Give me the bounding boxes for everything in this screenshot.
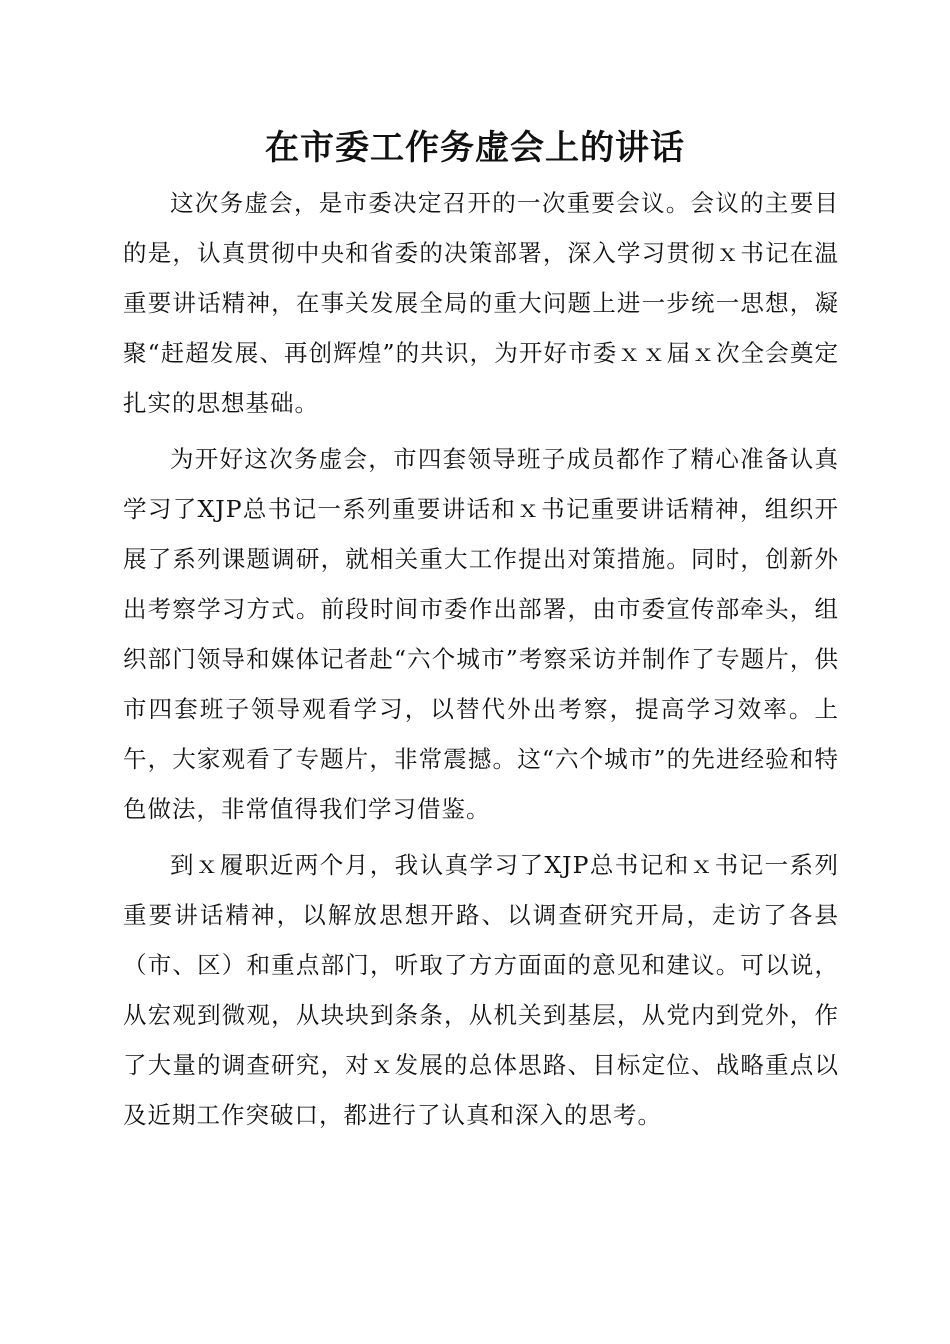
document-title: 在市委工作务虚会上的讲话 bbox=[265, 128, 685, 168]
document-body bbox=[123, 178, 839, 1146]
paragraph-2: 为开好这次务虚会，市四套领导班子成员都作了精心准备认真学习了XJP总书记一系列重要讲话和ｘ书记重要讲话精神，组织开展了系列课题调研，就相关重大工作提出对策措施。同时，创新外出考察学习方式。前段时间市委作出部署，由市委宣传部牵头，组织部门领导和媒体记者赴“六个城市”考察采访并制作了专题片，供市四套班子领导观看学习，以替代外出考察，提高学习效率。上午，大家观看了专题片，非常震撼。这“六个城市”的先进经验和特色做法，非常值得我们学习借鉴。 bbox=[123, 445, 839, 823]
paragraph-1: 这次务虚会，是市委决定召开的一次重要会议。会议的主要目的是，认真贯彻中央和省委的决策部署，深入学习贯彻ｘ书记在温重要讲话精神，在事关发展全局的重大问题上进一步统一思想，凝聚“赶超发展、再创辉煌”的共识，为开好市委ｘｘ届ｘ次全会奠定扎实的思想基础。 bbox=[123, 189, 839, 417]
paragraph-3: 到ｘ履职近两个月，我认真学习了XJP总书记和ｘ书记一系列重要讲话精神，以解放思想开路、以调查研究开局，走访了各县（市、区）和重点部门，听取了方方面面的意见和建议。可以说，从宏观到微观，从块块到条条，从机关到基层，从党内到党外，作了大量的调查研究，对ｘ发展的总体思路、目标定位、战略重点以及近期工作突破口，都进行了认真和深入的思考。 bbox=[123, 851, 839, 1129]
